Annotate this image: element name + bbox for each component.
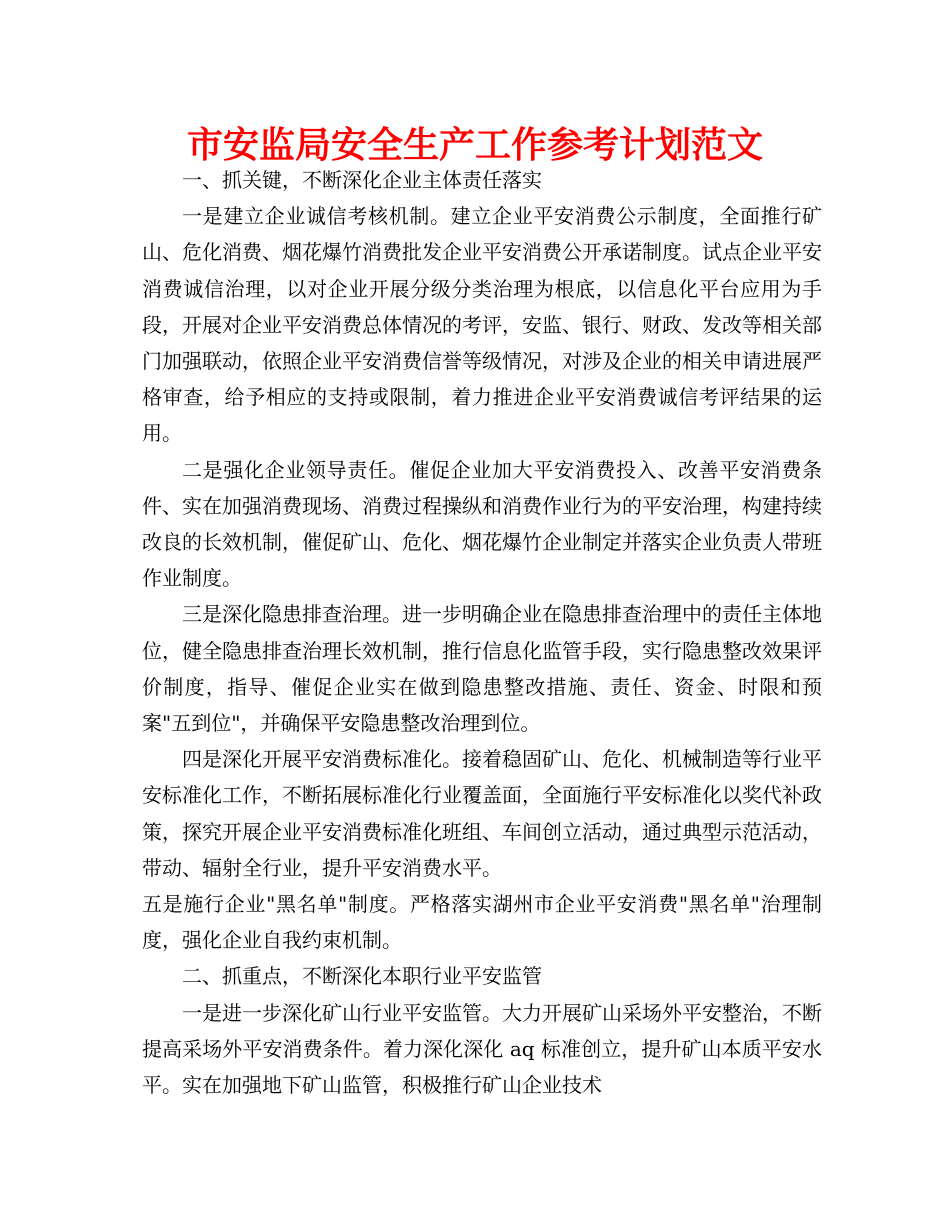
paragraph-1: 一是建立企业诚信考核机制。建立企业平安消费公示制度，全面推行矿山、危化消费、烟花爆竹消费批发企业平安消费公开承诺制度。试点企业平安消费诚信治理，以对企业开展分级分类治理为根底，以信息化平台应用为手段，开展对企业平安消费总体情况的考评，安监、银行、财政、发改等相关部门加强联动，依照企业平安消费信誉等级情况，对涉及企业的相关申请进展严格审查，给予相应的支持或限制，着力推进企业平安消费诚信考评结果的运用。	[142, 204, 822, 446]
paragraph-3: 三是深化隐患排查治理。进一步明确企业在隐患排查治理中的责任主体地位，健全隐患排查治理长效机制，推行信息化监管手段，实行隐患整改效果评价制度，指导、催促企业实在做到隐患整改措施、责任、资金、时限和预案"五到位"，并确保平安隐患整改治理到位。	[142, 602, 822, 736]
section-heading-2: 二、抓重点，不断深化本职行业平安监管	[182, 964, 542, 989]
paragraph-5: 五是施行企业"黑名单"制度。严格落实湖州市企业平安消费"黑名单"治理制度，强化企业自我约束机制。	[142, 892, 822, 953]
paragraph-4: 四是深化开展平安消费标准化。接着稳固矿山、危化、机械制造等行业平安标准化工作，不断拓展标准化行业覆盖面，全面施行平安标准化以奖代补政策，探究开展企业平安消费标准化班组、车间创立活动，通过典型示范活动，带动、辐射全行业，提升平安消费水平。	[142, 747, 822, 880]
document-title: 市安监局安全生产工作参考计划范文	[186, 125, 763, 166]
paragraph-2: 二是强化企业领导责任。催促企业加大平安消费投入、改善平安消费条件、实在加强消费现场、消费过程操纵和消费作业行为的平安治理，构建持续改良的长效机制，催促矿山、危化、烟花爆竹企业制定并落实企业负责人带班作业制度。	[142, 457, 822, 591]
section-heading-1: 一、抓关键，不断深化企业主体责任落实	[182, 168, 542, 192]
paragraph-6: 一是进一步深化矿山行业平安监管。大力开展矿山采场外平安整治，不断提高采场外平安消费条件。着力深化深化 aq 标准创立，提升矿山本质平安水平。实在加强地下矿山监管，积极推行矿山企业技术	[142, 1000, 822, 1098]
document-body	[142, 162, 822, 1103]
